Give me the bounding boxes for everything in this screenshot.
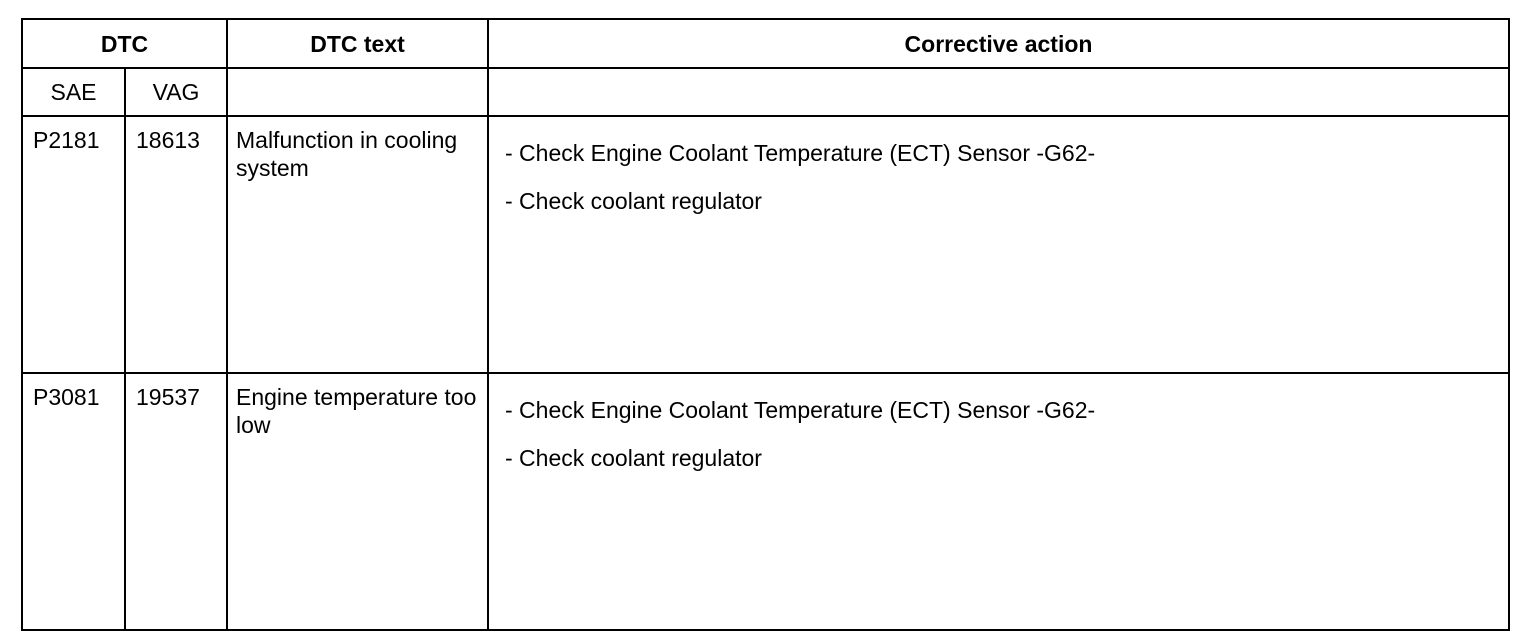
- corrective-action-item: - Check coolant regulator: [505, 188, 762, 214]
- sae-code: P2181: [22, 116, 125, 373]
- table-row: [22, 116, 1509, 373]
- table-row: [22, 373, 1509, 630]
- subheader-blank-cell: [488, 68, 1509, 116]
- dtc-description: Malfunction in cooling system: [227, 116, 488, 373]
- header-row: [22, 19, 1509, 68]
- vag-code: 19537: [125, 373, 227, 630]
- corrective-action-item: - Check Engine Coolant Temperature (ECT) Sensor -G62-: [505, 397, 1096, 423]
- dtc-table: [21, 18, 1510, 631]
- header-corrective-action: Corrective action: [488, 19, 1509, 68]
- corrective-action-cell: [488, 373, 1509, 630]
- header-sae: SAE: [22, 68, 125, 116]
- corrective-action-cell: [488, 116, 1509, 373]
- header-dtc: DTC: [22, 19, 227, 68]
- vag-code: 18613: [125, 116, 227, 373]
- header-vag: VAG: [125, 68, 227, 116]
- header-dtc-text: DTC text: [227, 19, 488, 68]
- subheader-blank-cell: [227, 68, 488, 116]
- corrective-action-item: - Check coolant regulator: [505, 445, 762, 471]
- subheader-row: [22, 68, 1509, 116]
- sae-code: P3081: [22, 373, 125, 630]
- dtc-description: Engine temperature too low: [227, 373, 488, 630]
- corrective-action-item: - Check Engine Coolant Temperature (ECT) Sensor -G62-: [505, 140, 1096, 166]
